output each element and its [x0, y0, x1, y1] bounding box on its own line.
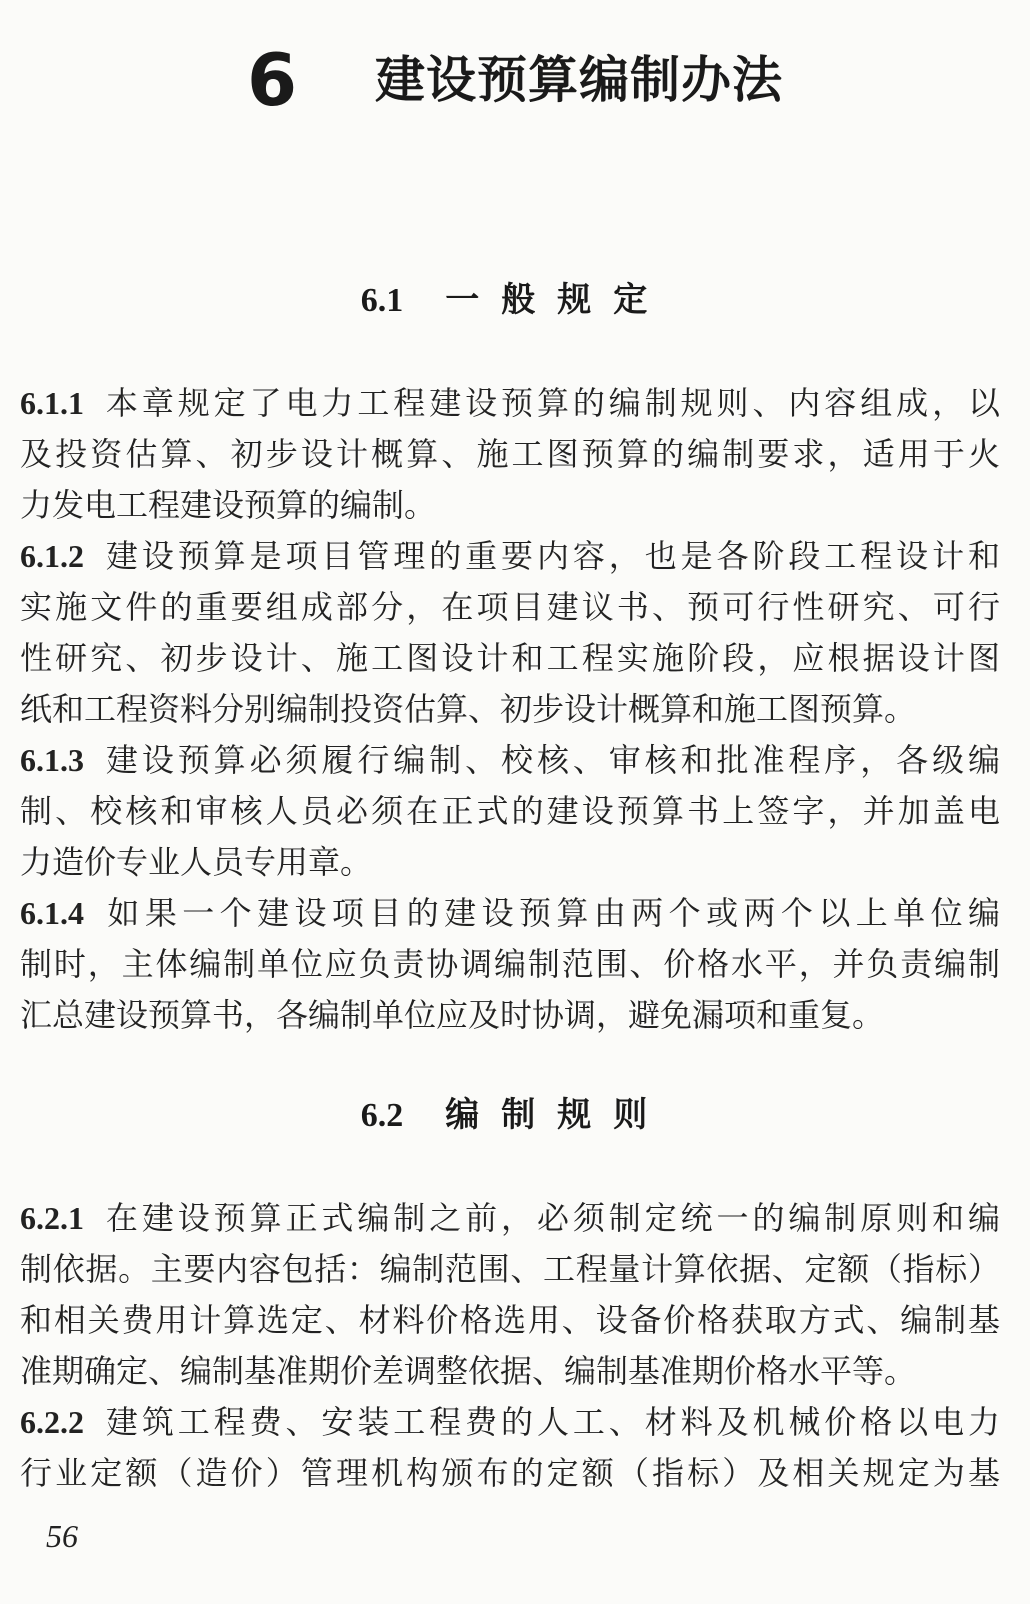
clauses-6-1 [20, 378, 1000, 1041]
clause-line: 6.1.3 建设预算必须履行编制、校核、审核和批准程序，各级编 [20, 741, 1000, 779]
clause-number: 6.1.2 [20, 538, 84, 574]
clause-line: 汇总建设预算书，各编制单位应及时协调，避免漏项和重复。 [20, 996, 885, 1034]
chapter-heading: 建设预算编制办法 [375, 50, 784, 109]
clause-line: 和相关费用计算选定、材料价格选用、设备价格获取方式、编制基 [20, 1301, 1000, 1339]
clause-line: 准期确定、编制基准期价差调整依据、编制基准期价格水平等。 [20, 1352, 917, 1390]
section-title: 编制规则 [445, 1095, 670, 1135]
section-number: 6.1 [360, 282, 404, 319]
section-title: 一般规定 [445, 280, 670, 320]
section-number: 6.2 [360, 1097, 404, 1134]
section-heading-6-1 [0, 275, 1030, 326]
clause-line: 6.1.2 建设预算是项目管理的重要内容，也是各阶段工程设计和 [20, 537, 1000, 575]
clause-number: 6.1.3 [20, 742, 84, 778]
clause-line: 力发电工程建设预算的编制。 [20, 486, 437, 524]
clause-number: 6.1.1 [20, 385, 84, 421]
clause-number: 6.2.1 [20, 1200, 84, 1236]
clause-line: 纸和工程资料分别编制投资估算、初步设计概算和施工图预算。 [20, 690, 917, 728]
clause-line: 制、校核和审核人员必须在正式的建设预算书上签字，并加盖电 [20, 792, 1000, 830]
clause-line: 实施文件的重要组成部分，在项目建议书、预可行性研究、可行 [20, 588, 1000, 626]
clause-number: 6.1.4 [20, 895, 84, 931]
chapter-title [0, 30, 1030, 130]
chapter-number: 6 [246, 38, 298, 122]
section-heading-6-2 [0, 1090, 1030, 1141]
clause-line: 6.2.2 建筑工程费、安装工程费的人工、材料及机械价格以电力 [20, 1403, 1000, 1441]
clauses-6-2 [20, 1193, 1000, 1499]
clause-number: 6.2.2 [20, 1404, 84, 1440]
clause-line: 行业定额（造价）管理机构颁布的定额（指标）及相关规定为基 [20, 1454, 1000, 1492]
clause-line: 制依据。主要内容包括：编制范围、工程量计算依据、定额（指标） [20, 1250, 1000, 1288]
clause-line: 力造价专业人员专用章。 [20, 843, 373, 881]
clause-line: 6.2.1 在建设预算正式编制之前，必须制定统一的编制原则和编 [20, 1199, 1000, 1237]
clause-line: 制时，主体编制单位应负责协调编制范围、价格水平，并负责编制 [20, 945, 1000, 983]
clause-line: 及投资估算、初步设计概算、施工图预算的编制要求，适用于火 [20, 435, 1000, 473]
clause-line: 性研究、初步设计、施工图设计和工程实施阶段，应根据设计图 [20, 639, 1000, 677]
page-number: 56 [46, 1518, 78, 1554]
clause-line: 6.1.4 如果一个建设项目的建设预算由两个或两个以上单位编 [20, 894, 1000, 932]
clause-line: 6.1.1 本章规定了电力工程建设预算的编制规则、内容组成，以 [20, 384, 1000, 422]
